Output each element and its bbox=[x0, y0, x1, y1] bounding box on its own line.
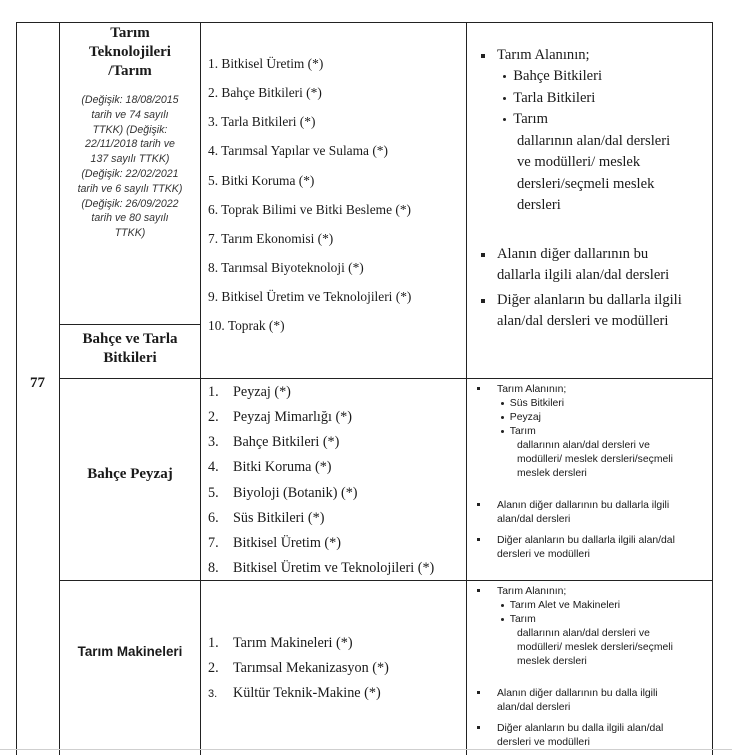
desc-sub-item bbox=[503, 66, 602, 88]
course-item bbox=[208, 510, 325, 527]
desc-tail-line: dallarının alan/dal dersleri ve bbox=[517, 440, 650, 451]
desc-sub-label: Tarla Bitkileri bbox=[513, 90, 596, 106]
desc-tail-line: dallarının alan/dal dersleri bbox=[517, 133, 671, 149]
bullet-square-icon bbox=[477, 589, 480, 592]
note-line: tarih ve 80 sayılı bbox=[91, 212, 169, 225]
bullet-dot-icon bbox=[501, 402, 504, 405]
bullet-dot-icon bbox=[503, 118, 506, 121]
desc-sub-item bbox=[501, 425, 536, 438]
desc-sub-item bbox=[501, 613, 536, 626]
course-item: 6. Toprak Bilimi ve Bitki Besleme (*) bbox=[208, 202, 411, 217]
course-item: 9. Bitkisel Üretim ve Teknolojileri (*) bbox=[208, 289, 412, 304]
desc-bullet-line: Alanın diğer dallarının bu bbox=[497, 246, 649, 262]
bullet-dot-icon bbox=[501, 430, 504, 433]
desc-sub-item bbox=[501, 411, 541, 424]
bullet-square-icon bbox=[481, 253, 485, 257]
row-divider-2 bbox=[59, 580, 713, 581]
course-name: Bahçe Bitkileri (*) bbox=[233, 434, 340, 450]
desc-tail-line: modülleri/ meslek dersleri/seçmeli bbox=[517, 642, 673, 653]
bullet-dot-icon bbox=[501, 416, 504, 419]
course-item bbox=[208, 685, 381, 702]
course-number: 1. bbox=[208, 384, 219, 400]
section2-title: Bahçe Peyzaj bbox=[87, 466, 173, 482]
section1-subtitle bbox=[60, 330, 200, 368]
course-number: 2. bbox=[208, 660, 219, 676]
desc-bullet-line: Alanın diğer dallarının bu dalla ilgili bbox=[497, 688, 658, 699]
desc-sub-label: Tarım bbox=[513, 111, 548, 127]
course-item bbox=[208, 485, 358, 502]
desc-tail-line: modülleri/ meslek dersleri/seçmeli bbox=[517, 454, 673, 465]
note-line: tarih ve 6 sayılı TTKK) bbox=[77, 182, 183, 195]
desc-bullet-line: Diğer alanların bu dallarla ilgili bbox=[497, 292, 682, 308]
course-number: 5. bbox=[208, 485, 219, 501]
bullet-dot-icon bbox=[503, 75, 506, 78]
bullet-square-icon bbox=[477, 691, 480, 694]
course-item bbox=[208, 459, 332, 476]
course-name: Tarımsal Mekanizasyon (*) bbox=[233, 660, 389, 676]
course-number: 3. bbox=[208, 688, 218, 700]
course-name: Bitkisel Üretim (*) bbox=[233, 535, 341, 551]
desc-bullet-line: alan/dal dersleri bbox=[497, 702, 571, 713]
desc-tail-line: ve modülleri/ meslek bbox=[517, 154, 641, 170]
page-bottom-fade bbox=[0, 749, 732, 750]
col-divider-3 bbox=[466, 22, 467, 755]
desc-bullet-line: alan/dal dersleri bbox=[497, 514, 571, 525]
desc-tail-line: dersleri bbox=[517, 197, 561, 213]
desc-bullet-line: dallarla ilgili alan/dal dersleri bbox=[497, 267, 670, 283]
note-line: 22/11/2018 tarih ve bbox=[85, 138, 175, 151]
course-name: Bitki Koruma (*) bbox=[233, 459, 332, 475]
desc-sub-label: Tarım Alet ve Makineleri bbox=[509, 600, 621, 611]
course-item: 1. Bitkisel Üretim (*) bbox=[208, 56, 324, 71]
desc-sub-label: Tarım bbox=[509, 426, 536, 437]
course-number: 1. bbox=[208, 635, 219, 651]
row-divider-sub bbox=[59, 324, 201, 325]
note-line: (Değişik: 22/02/2021 bbox=[81, 167, 179, 180]
desc-sub-label: Peyzaj bbox=[509, 412, 541, 423]
course-item: 8. Tarımsal Biyoteknoloji (*) bbox=[208, 260, 364, 275]
course-number: 8. bbox=[208, 560, 219, 576]
bullet-square-icon bbox=[477, 503, 480, 506]
course-item bbox=[208, 560, 435, 577]
course-name: Biyoloji (Botanik) (*) bbox=[233, 485, 358, 501]
subtitle-line: Bahçe ve Tarla bbox=[82, 331, 178, 347]
bullet-square-icon bbox=[477, 726, 480, 729]
course-item: 2. Bahçe Bitkileri (*) bbox=[208, 85, 322, 100]
bullet-dot-icon bbox=[503, 97, 506, 100]
section1-amendment-notes bbox=[60, 93, 200, 241]
note-line: 137 sayılı TTKK) bbox=[90, 153, 170, 166]
bullet-square-icon bbox=[477, 538, 480, 541]
course-number: 3. bbox=[208, 434, 219, 450]
bullet-dot-icon bbox=[501, 604, 504, 607]
course-item: 3. Tarla Bitkileri (*) bbox=[208, 114, 316, 129]
desc-bullet-line: Alanın diğer dallarının bu dallarla ilgili bbox=[497, 500, 670, 511]
course-item bbox=[208, 635, 353, 652]
section1-title-line: /Tarım bbox=[108, 63, 152, 79]
note-line: (Değişik: 26/09/2022 bbox=[81, 197, 179, 210]
desc-sub-label: Tarım bbox=[509, 614, 536, 625]
note-line: (Değişik: 18/08/2015 bbox=[81, 94, 179, 106]
desc-bullet-line: Diğer alanların bu dallarla ilgili alan/dal bbox=[497, 535, 675, 546]
table-top-border bbox=[16, 22, 713, 23]
desc-intro: Tarım Alanının; bbox=[497, 586, 567, 597]
course-name: Süs Bitkileri (*) bbox=[233, 510, 325, 526]
desc-tail-line: dallarının alan/dal dersleri ve bbox=[517, 628, 650, 639]
desc-bullet-line: Diğer alanların bu dalla ilgili alan/dal bbox=[497, 723, 664, 734]
desc-bullet-line: dersleri ve modülleri bbox=[497, 737, 590, 748]
course-item bbox=[208, 384, 291, 401]
desc-bullet-line: alan/dal dersleri ve modülleri bbox=[497, 313, 669, 329]
note-line: TTKK) bbox=[114, 227, 146, 240]
desc-sub-label: Bahçe Bitkileri bbox=[513, 68, 603, 84]
course-item bbox=[208, 434, 340, 451]
desc-sub-item bbox=[501, 599, 620, 612]
course-item bbox=[208, 409, 352, 426]
note-line: TTKK) (Değişik: bbox=[92, 123, 168, 136]
course-item: 4. Tarımsal Yapılar ve Sulama (*) bbox=[208, 143, 388, 158]
desc-tail-line: meslek dersleri bbox=[517, 468, 587, 479]
bullet-square-icon bbox=[481, 54, 485, 58]
course-number: 7. bbox=[208, 535, 219, 551]
course-name: Peyzaj (*) bbox=[233, 384, 291, 400]
desc-sub-item bbox=[503, 109, 548, 131]
col-divider-2 bbox=[200, 22, 201, 755]
note-line: tarih ve 74 sayılı bbox=[91, 108, 169, 121]
desc-intro: Tarım Alanının; bbox=[497, 47, 590, 63]
section1-title bbox=[60, 24, 200, 81]
bullet-dot-icon bbox=[501, 618, 504, 621]
course-item: 7. Tarım Ekonomisi (*) bbox=[208, 231, 334, 246]
desc-bullet-line: dersleri ve modülleri bbox=[497, 549, 590, 560]
section1-title-line: Tarım bbox=[110, 25, 150, 41]
desc-tail-line: meslek dersleri bbox=[517, 656, 587, 667]
section1-title-line: Teknolojileri bbox=[89, 44, 171, 60]
row-divider-1 bbox=[59, 378, 713, 379]
desc-intro: Tarım Alanının; bbox=[497, 384, 567, 395]
course-item: 5. Bitki Koruma (*) bbox=[208, 173, 315, 188]
course-number: 4. bbox=[208, 459, 219, 475]
course-number: 2. bbox=[208, 409, 219, 425]
course-number: 6. bbox=[208, 510, 219, 526]
course-item bbox=[208, 660, 389, 677]
subtitle-line: Bitkileri bbox=[103, 350, 157, 366]
desc-sub-item bbox=[503, 88, 595, 110]
course-name: Bitkisel Üretim ve Teknolojileri (*) bbox=[233, 560, 435, 576]
bullet-square-icon bbox=[477, 387, 480, 390]
bullet-square-icon bbox=[481, 299, 485, 303]
course-name: Peyzaj Mimarlığı (*) bbox=[233, 409, 352, 425]
course-item: 10. Toprak (*) bbox=[208, 318, 285, 333]
desc-tail-line: dersleri/seçmeli meslek bbox=[517, 176, 655, 192]
course-name: Kültür Teknik-Makine (*) bbox=[233, 685, 381, 701]
course-name: Tarım Makineleri (*) bbox=[233, 635, 353, 651]
section3-title: Tarım Makineleri bbox=[77, 644, 183, 659]
row-number: 77 bbox=[30, 375, 45, 391]
desc-sub-item bbox=[501, 397, 564, 410]
table-right-border bbox=[712, 22, 713, 755]
desc-sub-label: Süs Bitkileri bbox=[509, 398, 565, 409]
course-item bbox=[208, 535, 341, 552]
